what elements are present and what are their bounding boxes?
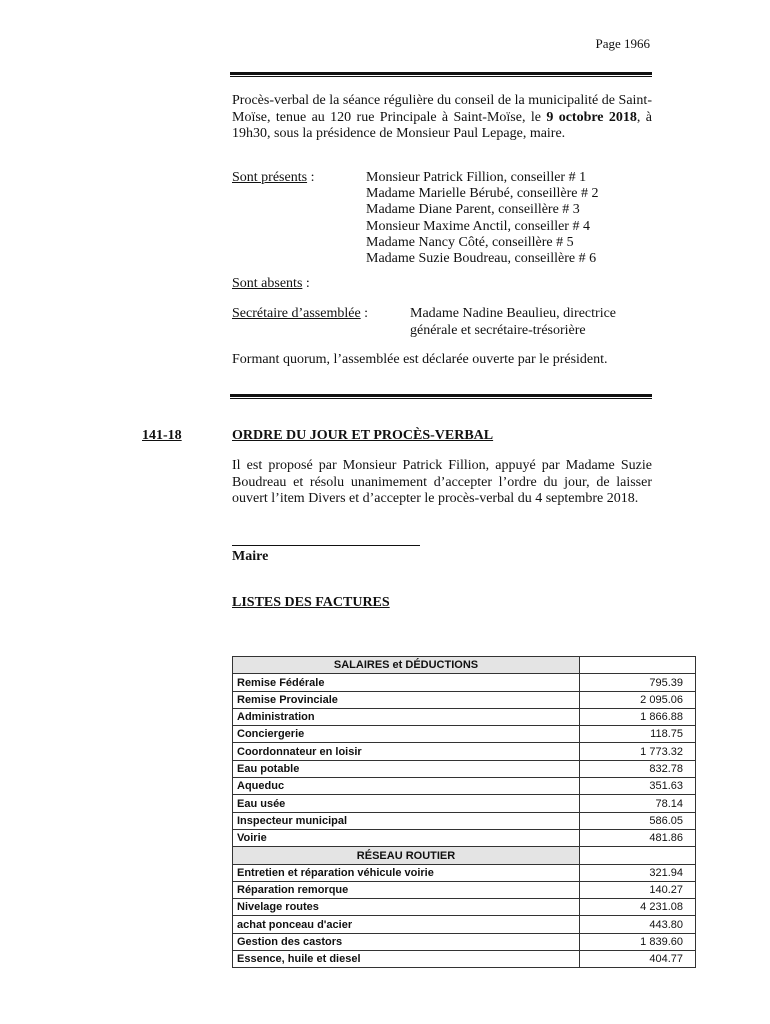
table-row bbox=[233, 864, 696, 881]
row-label: Gestion des castors bbox=[233, 933, 580, 950]
signature-line bbox=[232, 545, 420, 546]
table-section-header bbox=[233, 657, 696, 674]
row-amount: 832.78 bbox=[580, 760, 696, 777]
table-row bbox=[233, 812, 696, 829]
resolution-title: ORDRE DU JOUR ET PROCÈS-VERBAL bbox=[232, 428, 494, 443]
signature-label: Maire bbox=[232, 549, 269, 564]
table-row bbox=[233, 795, 696, 812]
table-row bbox=[233, 899, 696, 916]
row-amount: 78.14 bbox=[580, 795, 696, 812]
table-row bbox=[233, 881, 696, 898]
row-label: Remise Provinciale bbox=[233, 691, 580, 708]
row-amount: 351.63 bbox=[580, 778, 696, 795]
secretary-label: Secrétaire d’assemblée bbox=[232, 306, 361, 321]
row-label: Administration bbox=[233, 708, 580, 725]
table-row bbox=[233, 708, 696, 725]
table-row bbox=[233, 778, 696, 795]
section-divider bbox=[230, 394, 652, 397]
table-row bbox=[233, 933, 696, 950]
row-amount: 1 773.32 bbox=[580, 743, 696, 760]
row-amount: 1 866.88 bbox=[580, 708, 696, 725]
row-amount: 586.05 bbox=[580, 812, 696, 829]
present-member-3: Madame Diane Parent, conseillère # 3 bbox=[366, 202, 580, 218]
secretary-label-row bbox=[232, 306, 368, 322]
row-label: Entretien et réparation véhicule voirie bbox=[233, 864, 580, 881]
present-list bbox=[366, 170, 598, 267]
resolution-number: 141-18 bbox=[142, 428, 182, 443]
intro-text-start: Procès-verbal de la séance régulière du conseil de la municipalité de Saint-Moïse, tenue au 120 rue Principale à Saint-Moïse, le bbox=[232, 93, 652, 125]
section-title: SALAIRES et DÉDUCTIONS bbox=[233, 657, 580, 674]
page-number: Page 1966 bbox=[595, 36, 650, 51]
row-label: Aqueduc bbox=[233, 778, 580, 795]
present-colon: : bbox=[307, 170, 315, 185]
table-row bbox=[233, 760, 696, 777]
absent-label: Sont absents bbox=[232, 276, 303, 291]
section-title: RÉSEAU ROUTIER bbox=[233, 847, 580, 864]
intro-text-end: , à 19h30, sous la présidence de Monsieur Paul Lepage, maire. bbox=[232, 109, 652, 141]
row-amount: 795.39 bbox=[580, 674, 696, 691]
row-amount: 321.94 bbox=[580, 864, 696, 881]
section-blank-cell bbox=[580, 847, 696, 864]
meeting-date: 9 octobre 2018 bbox=[546, 109, 637, 125]
row-amount: 481.86 bbox=[580, 829, 696, 846]
secretary-colon: : bbox=[360, 306, 369, 321]
absent-label-row bbox=[232, 276, 310, 292]
section-blank-cell bbox=[580, 657, 696, 674]
table-row bbox=[233, 743, 696, 760]
absent-colon: : bbox=[302, 276, 310, 291]
row-label: Inspecteur municipal bbox=[233, 812, 580, 829]
row-amount: 443.80 bbox=[580, 916, 696, 933]
secretary-name: Madame Nadine Beaulieu, directrice générale et secrétaire-trésorière bbox=[410, 306, 617, 338]
row-label: Nivelage routes bbox=[233, 899, 580, 916]
present-member-2: Madame Marielle Bérubé, conseillère # 2 bbox=[366, 186, 599, 202]
present-member-4: Monsieur Maxime Anctil, conseiller # 4 bbox=[366, 218, 590, 234]
row-label: achat ponceau d'acier bbox=[233, 916, 580, 933]
row-amount: 404.77 bbox=[580, 951, 696, 968]
invoices-title: LISTES DES FACTURES bbox=[232, 595, 390, 610]
intro-paragraph bbox=[232, 93, 652, 143]
present-member-6: Madame Suzie Boudreau, conseillère # 6 bbox=[366, 251, 597, 267]
present-label: Sont présents bbox=[232, 170, 308, 185]
present-member-1: Monsieur Patrick Fillion, conseiller # 1 bbox=[366, 170, 587, 185]
row-label: Remise Fédérale bbox=[233, 674, 580, 691]
table-row bbox=[233, 726, 696, 743]
row-label: Voirie bbox=[233, 829, 580, 846]
row-label: Eau usée bbox=[233, 795, 580, 812]
header-divider bbox=[230, 72, 652, 75]
present-member-5: Madame Nancy Côté, conseillère # 5 bbox=[366, 234, 574, 250]
row-amount: 118.75 bbox=[580, 726, 696, 743]
present-label-row bbox=[232, 170, 314, 186]
resolution-text: Il est proposé par Monsieur Patrick Fillion, appuyé par Madame Suzie Boudreau et résolu unanimement d’accepter l’ordre du jour, de laisser ouvert l’item Divers et d’accepter le procès-verbal du 4 septembre 2018. bbox=[232, 458, 652, 506]
table-row bbox=[233, 916, 696, 933]
row-amount: 1 839.60 bbox=[580, 933, 696, 950]
invoices-table bbox=[232, 656, 696, 968]
row-amount: 2 095.06 bbox=[580, 691, 696, 708]
row-label: Coordonnateur en loisir bbox=[233, 743, 580, 760]
table-section-header bbox=[233, 847, 696, 864]
table-row bbox=[233, 691, 696, 708]
row-amount: 4 231.08 bbox=[580, 899, 696, 916]
row-label: Eau potable bbox=[233, 760, 580, 777]
row-label: Essence, huile et diesel bbox=[233, 951, 580, 968]
table-row bbox=[233, 951, 696, 968]
row-label: Conciergerie bbox=[233, 726, 580, 743]
quorum-paragraph: Formant quorum, l’assemblée est déclarée ouverte par le président. bbox=[232, 352, 608, 367]
table-row bbox=[233, 829, 696, 846]
row-amount: 140.27 bbox=[580, 881, 696, 898]
row-label: Réparation remorque bbox=[233, 881, 580, 898]
table-row bbox=[233, 674, 696, 691]
